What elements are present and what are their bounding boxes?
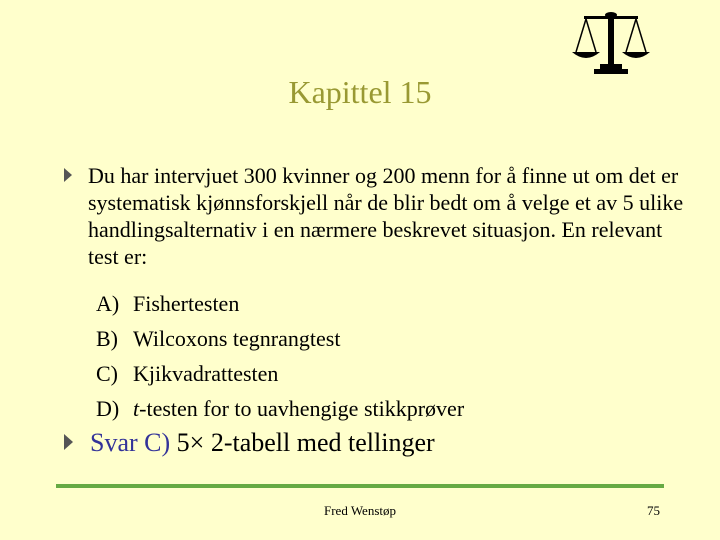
- answer-label: Svar C): [90, 428, 171, 457]
- answer-line: [90, 426, 684, 460]
- question-text: Du har intervjuet 300 kvinner og 200 menn for å finne ut om det er systematisk kjønnsforskjell når de blir bedt om å velge et av 5 ulike handlingsalternativ i en nærmere beskrevet situasjon. En relevant test er:: [88, 163, 684, 269]
- option-a: [96, 286, 464, 321]
- triangle-bullet-icon: [64, 434, 73, 450]
- option-prefix-italic: t: [133, 396, 140, 421]
- answer-options: [96, 286, 464, 426]
- option-b: [96, 321, 464, 356]
- option-letter: D): [96, 396, 120, 421]
- scales-of-justice-icon: [570, 10, 652, 76]
- triangle-bullet-icon: [64, 168, 72, 182]
- option-letter: B): [96, 326, 118, 351]
- question-bullet: [64, 162, 684, 270]
- option-text: -testen for to uavhengige stikkprøver: [139, 396, 465, 421]
- footer-divider: [56, 484, 664, 488]
- slide-title: Kapittel 15: [288, 74, 432, 110]
- answer-bullet: [64, 426, 684, 460]
- option-text: Kjikvadrattesten: [133, 361, 279, 386]
- option-letter: A): [96, 291, 120, 316]
- option-text: Wilcoxons tegnrangtest: [133, 326, 341, 351]
- footer-author: Fred Wenstøp: [323, 503, 396, 518]
- option-c: [96, 356, 464, 391]
- option-text: Fishertesten: [133, 291, 240, 316]
- option-d: [96, 391, 464, 426]
- option-letter: C): [96, 361, 118, 386]
- page-number: 75: [647, 503, 660, 518]
- answer-text: 5× 2-tabell med tellinger: [170, 428, 435, 457]
